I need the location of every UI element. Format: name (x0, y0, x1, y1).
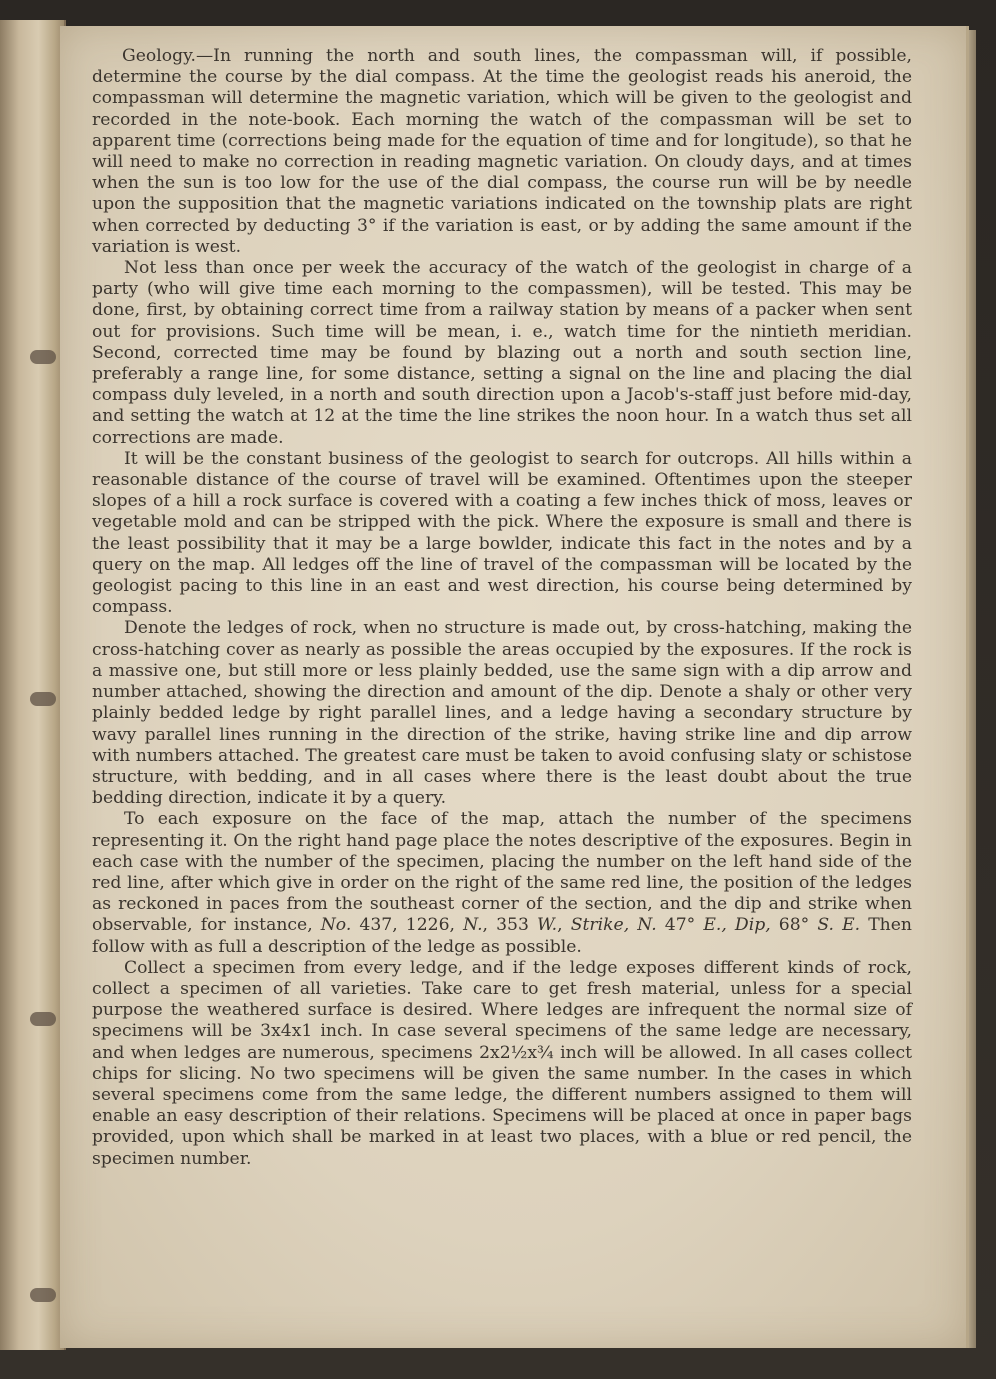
paragraph-geology: Geology.—In running the north and south lines, the compassman will, if possible, determine the course by the dial compass. At the time the geologist reads his aneroid, the compassman will determine the magnetic variation, which will be given to the geologist and recorded in the note-book. Each morning the watch of the compassman will be set to apparent time (corrections being made for the equation of time and for longitude), so that he will need to make no correction in reading magnetic variation. On cloudy days, and at times when the sun is too low for the use of the dial compass, the course run will be by needle upon the supposition that the magnetic variations indicated on the township plats are right when corrected by deducting 3° if the variation is east, or by adding the same amount if the variation is west. (92, 46, 912, 257)
paragraph-ledges: Denote the ledges of rock, when no structure is made out, by cross-hatching, making the cross-hatching cover as nearly as possible the areas occupied by the exposures. If the rock is a massive one, but still more or less plainly bedded, use the same sign with a dip arrow and number attached, showing the direction and amount of the dip. Denote a shaly or other very plainly bedded ledge by right parallel lines, and a ledge having a secondary structure by wavy parallel lines running in the direction of the strike, having strike line and dip arrow with numbers attached. The greatest care must be taken to avoid confusing slaty or schistose structure, with bedding, and in all cases where there is the least doubt about the true bedding direction, indicate it by a query. (92, 618, 912, 809)
paragraph-watch-accuracy: Not less than once per week the accuracy of the watch of the geologist in charge of a party (who will give time each morning to the compassmen), will be tested. This may be done, first, by obtaining correct time from a railway station by means of a packer when sent out for provisions. Such time will be mean, i. e., watch time for the nintieth meridian. Second, corrected time may be found by blazing out a north and south section line, preferably a range line, for some distance, setting a signal on the line and placing the dial compass duly leveled, in a north and south direction upon a Jacob's-staff just before mid-day, and setting the watch at 12 at the time the line strikes the noon hour. In a watch thus set all corrections are made. (92, 258, 912, 448)
binding-thread (30, 1288, 56, 1302)
binding-thread (30, 350, 56, 364)
paragraph-specimens: Collect a specimen from every ledge, and if the ledge exposes different kinds of rock, collect a specimen of all varieties. Take care to get fresh material, unless for a special purpose the weathered surface is desired. Where ledges are infrequent the normal size of specimens will be 3x4x1 inch. In case several specimens of the same ledge are necessary, and when ledges are numerous, specimens 2x2½x¾ inch will be allowed. In all cases collect chips for slicing. No two specimens will be given the same number. In the cases in which several specimens come from the same ledge, the different numbers assigned to them will enable an easy description of their relations. Specimens will be placed at once in paper bags provided, upon which shall be marked in at least two places, with a blue or red pencil, the specimen number. (92, 957, 912, 1169)
example-west: W. (537, 915, 558, 936)
example-paces: , 353 (482, 915, 538, 936)
book-page (60, 26, 969, 1348)
example-north: N. (463, 915, 483, 936)
example-numbers: 437, 1226, (351, 915, 464, 936)
example-dip-degrees: 68° (770, 915, 818, 936)
page-text (92, 46, 912, 1170)
binding-thread (30, 692, 56, 706)
example-no: No. (320, 915, 352, 936)
example-dip: E., Dip, (703, 915, 771, 936)
paragraph-outcrops: It will be the constant business of the geologist to search for outcrops. All hills within a reasonable distance of the course of travel will be examined. Oftentimes upon the steeper slopes of a hill a rock surface is covered with a coating a few inches thick of moss, leaves or vegetable mold and can be stripped with the pick. Where the exposure is small and there is the least possibility that it may be a large bowlder, indicate this fact in the notes and by a query on the map. All ledges off the line of travel of the compassman will be located by the geologist pacing to this line in an east and west direction, his course being determined by compass. (92, 448, 912, 618)
example-strike: Strike, N. (570, 915, 657, 936)
example-dip-direction: S. E. (817, 915, 861, 936)
example-strike-degrees: 47° (656, 915, 704, 936)
binding-thread (30, 1012, 56, 1026)
exposure-text: To each exposure on the face of the map, attach the number of the specimens representing it. On the right hand page place the notes descriptive of the exposures. Begin in each case with the number of the specimen, placing the number on the left hand side of the red line, after which give in order on the right of the same red line, the position of the ledges as reckoned in paces from the southeast corner of the section, and the dip and strike when observable, for instance, (92, 809, 912, 936)
paragraph-exposures (92, 809, 912, 957)
book-binding (0, 20, 66, 1350)
exposure-tail: Then follow with as full a description of the ledge as possible. (92, 915, 912, 957)
example-comma: , (557, 915, 571, 936)
